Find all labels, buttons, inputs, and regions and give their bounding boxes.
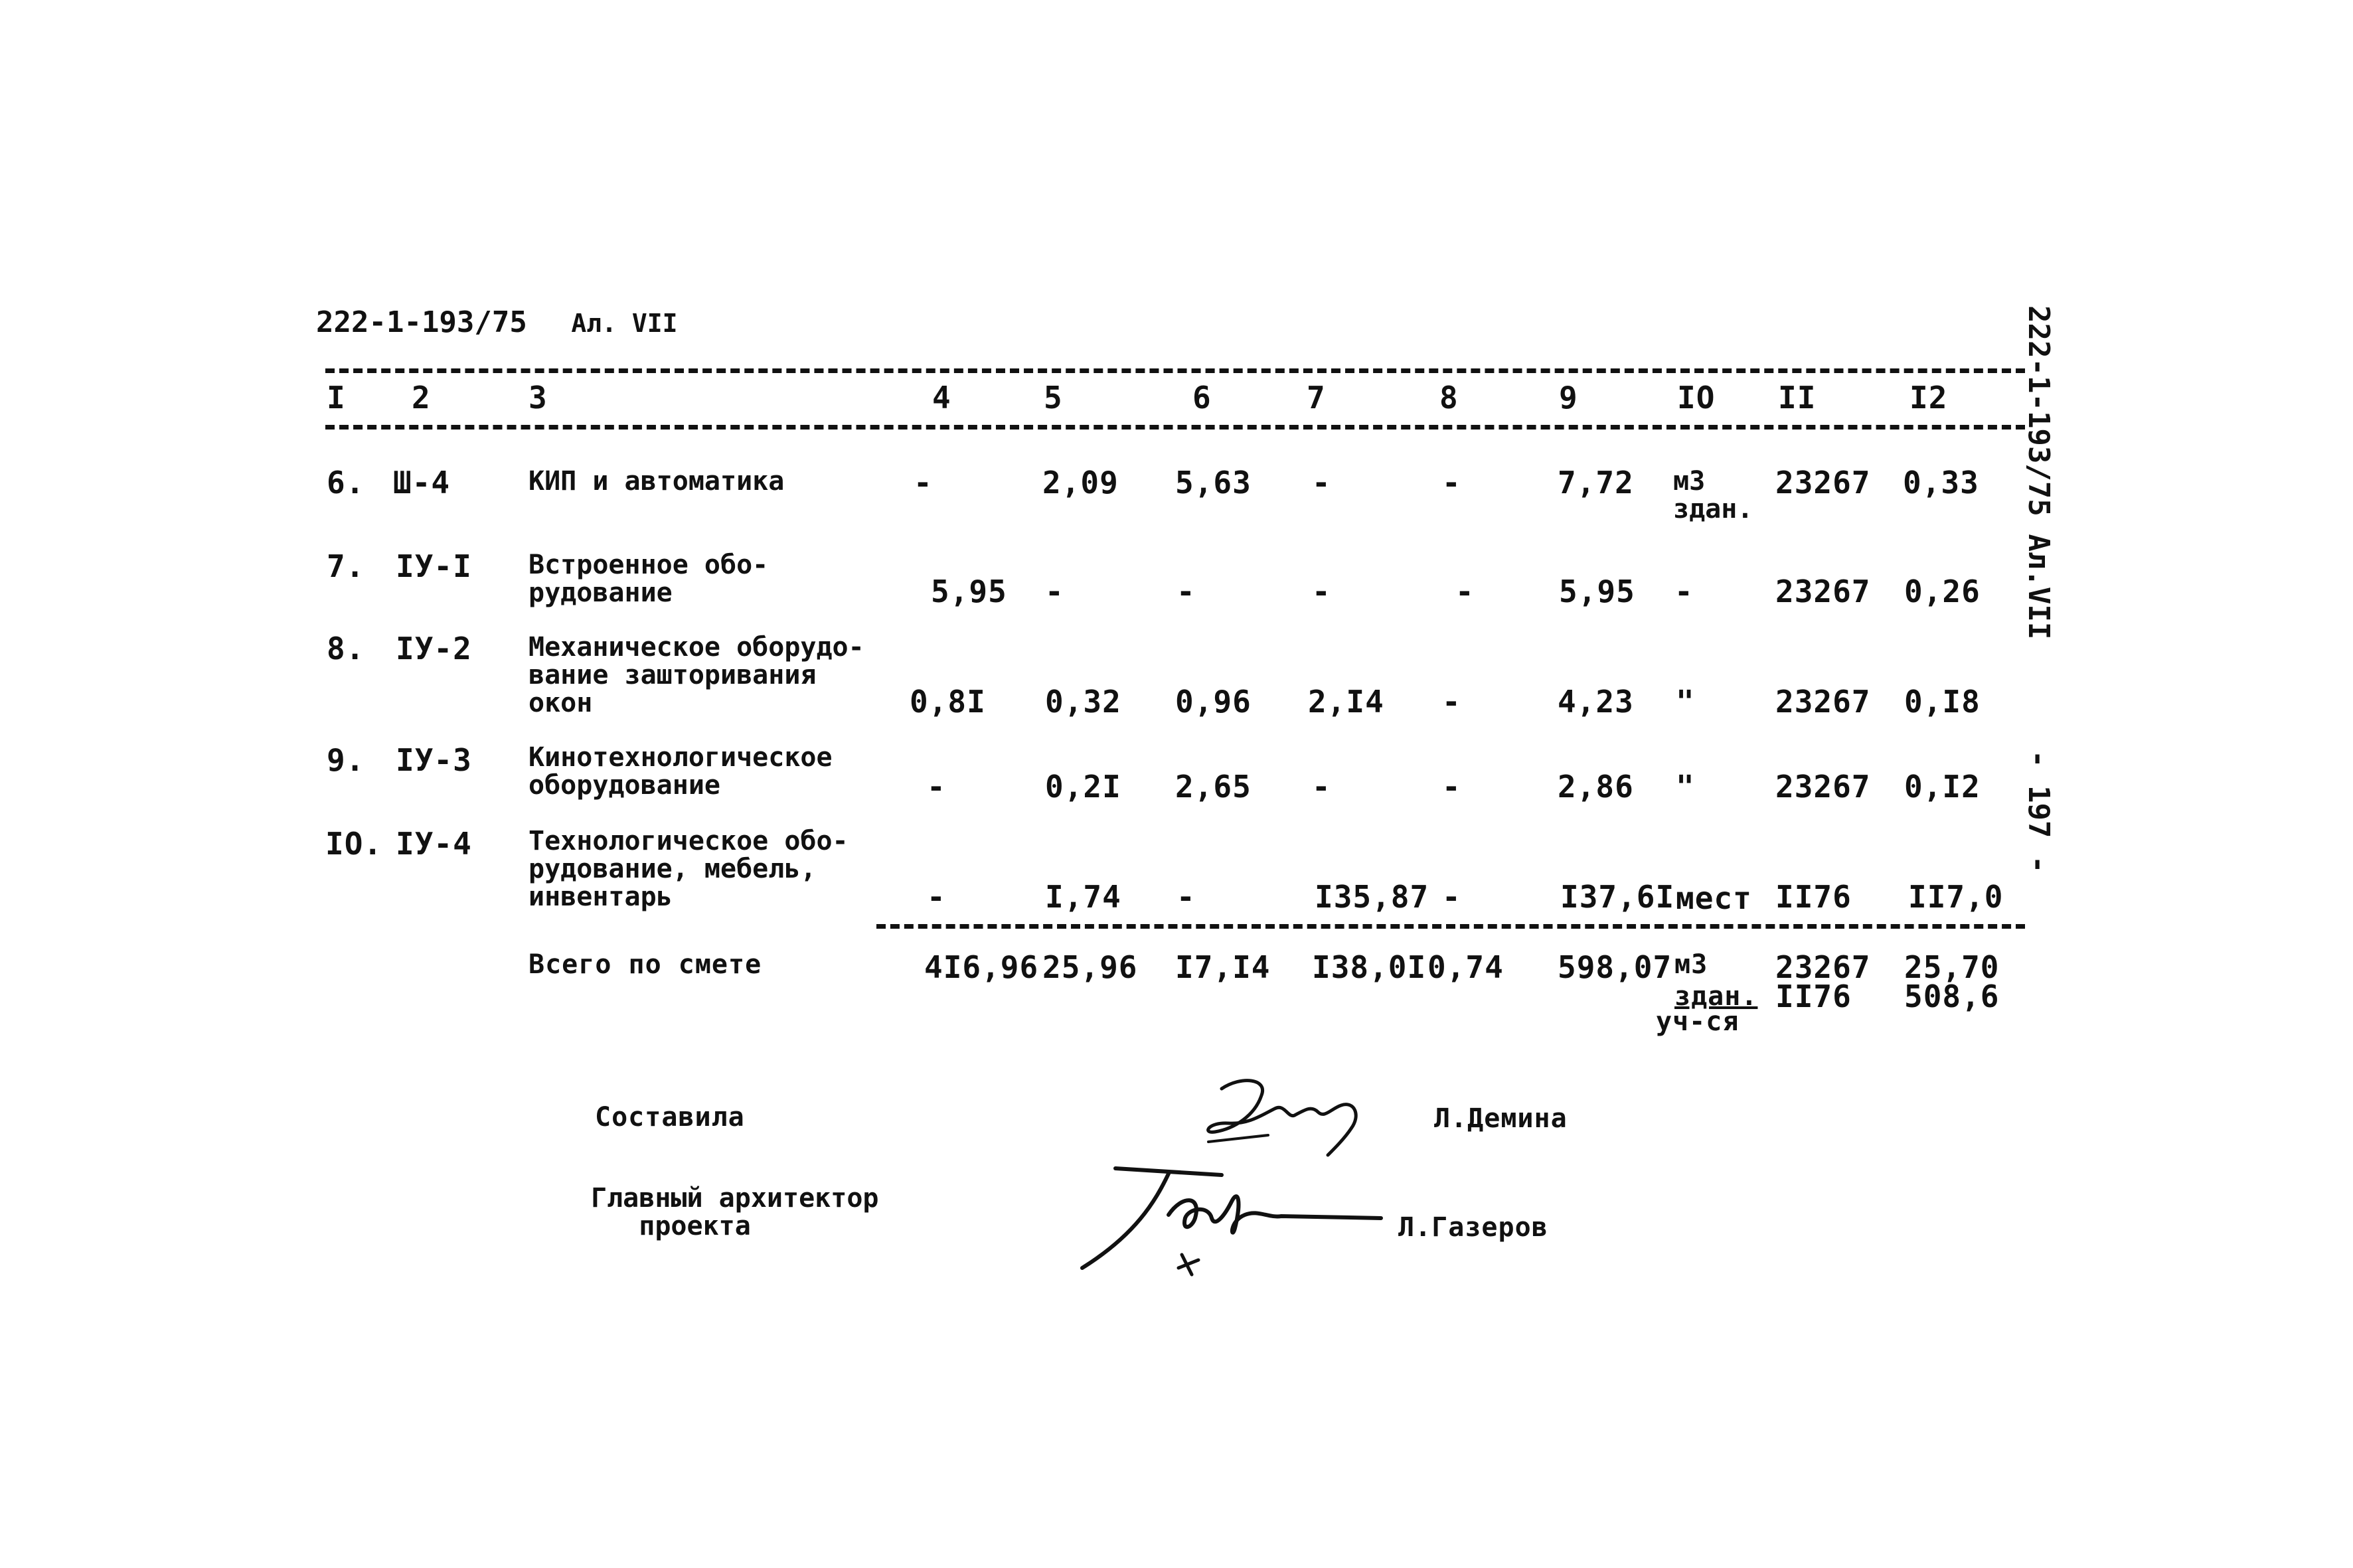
cell-col5: - [1045,574,1064,609]
cell-col9: 2,86 [1558,769,1634,805]
cell-col5: 0,32 [1045,684,1121,720]
column-header: II [1778,380,1817,416]
document-code-text: 222-1-193/75 [316,305,527,339]
column-header: 2 [412,380,431,416]
cell-col7: - [1312,769,1331,805]
cell-col10: м3 здан. [1673,466,1753,524]
row-number: 6. [327,465,365,501]
cell-col5: 0,2I [1045,769,1121,805]
total-col5: 25,96 [1042,949,1138,985]
signature-gazerov [1069,1155,1388,1281]
cell-col12: 0,I2 [1904,769,1981,805]
column-header: 7 [1307,380,1326,416]
row-code: IУ-3 [396,742,472,778]
total-label: Всего по смете [528,949,762,980]
cell-col8: - [1442,879,1461,915]
cell-col11: II76 [1775,879,1852,915]
column-header: 8 [1439,380,1459,416]
row-number: IO. [325,826,383,862]
row-name: КИП и автоматика [528,466,785,497]
row-name: Кинотехнологическое оборудование [528,742,833,801]
column-header: I2 [1909,380,1948,416]
cell-col8: - [1442,465,1461,501]
column-header: 4 [932,380,951,416]
cell-col10: - [1674,574,1694,609]
page-number [2022,750,2056,873]
row-code: IУ-2 [396,631,472,666]
cell-col5: I,74 [1045,879,1121,915]
row-name: Технологическое обо- рудование, мебель, инвентарь [528,826,849,912]
column-header: I [327,380,346,416]
cell-col11: 23267 [1775,465,1871,501]
document-code [316,305,678,339]
cell-col6: - [1176,879,1196,915]
page-number-text: - 197 - [2022,750,2056,874]
total-col10-students: уч-ся [1656,1006,1740,1037]
row-number: 9. [327,742,365,778]
cell-col12: 0,33 [1903,465,1979,501]
cell-col6: - [1176,574,1196,609]
cell-col10: " [1676,684,1695,720]
total-col9: 598,07 [1558,949,1672,985]
cell-col12: 0,26 [1904,574,1981,609]
cell-col7: 2,I4 [1308,684,1384,720]
cell-col4: 0,8I [910,684,986,720]
total-col12-a: 25,70 [1904,949,2000,985]
cell-col9: 5,95 [1559,574,1635,609]
header-top-rule [325,368,2025,373]
row-code: IУ-4 [396,826,472,862]
total-col6: I7,I4 [1175,949,1271,985]
album-text: Ал. VII [571,309,678,338]
chief-architect-name: Л.Газеров [1398,1212,1548,1243]
cell-col7: - [1312,574,1331,609]
side-document-code-text: 222-1-193/75 Ал.VII [2022,305,2056,640]
total-col10-building: здан. [1674,981,1758,1012]
cell-col5: 2,09 [1042,465,1119,501]
row-code: Ш-4 [393,465,451,501]
cell-col11: 23267 [1775,769,1871,805]
cell-col8: - [1442,769,1461,805]
column-header: 6 [1192,380,1212,416]
total-col11-a: 23267 [1775,949,1871,985]
row-name: Механическое оборудо- вание зашторивания окон [528,632,864,718]
chief-architect-label: Главный архитектор проекта [591,1183,879,1241]
total-col8: 0,74 [1427,949,1504,985]
cell-col4: - [914,465,933,501]
cell-col6: 0,96 [1175,684,1252,720]
compiled-by-label: Составила [595,1102,745,1133]
signature-demina [1195,1069,1381,1162]
row-number: 8. [327,631,365,666]
cell-col10: мест [1676,880,1752,916]
cell-col12: II7,0 [1908,879,2004,915]
total-col4: 4I6,96 [924,949,1039,985]
cell-col11: 23267 [1775,684,1871,720]
header-bottom-rule [325,425,2025,430]
cell-col4: - [927,879,946,915]
column-header: IO [1677,380,1716,416]
cell-col8: - [1455,574,1475,609]
cell-col8: - [1442,684,1461,720]
cell-col6: 2,65 [1175,769,1252,805]
row-number: 7. [327,548,365,584]
cell-col10: " [1676,769,1695,805]
cell-col4: - [927,769,946,805]
total-col7: I38,0I [1312,949,1427,985]
cell-col7: I35,87 [1315,879,1429,915]
total-col12-b: 508,6 [1904,979,2000,1014]
cell-col6: 5,63 [1175,465,1252,501]
side-document-code [2022,305,2056,639]
total-rule [876,924,2025,929]
column-header: 9 [1559,380,1578,416]
row-name: Встроенное обо- рудование [528,550,769,608]
cell-col7: - [1312,465,1331,501]
cell-col11: 23267 [1775,574,1871,609]
total-col11-b: II76 [1775,979,1852,1014]
cell-col9: I37,6I [1560,879,1675,915]
cell-col9: 7,72 [1558,465,1634,501]
column-header: 3 [528,380,548,416]
row-code: IУ-I [396,548,472,584]
cell-col12: 0,I8 [1904,684,1981,720]
cell-col9: 4,23 [1558,684,1634,720]
compiled-by-name: Л.Демина [1434,1103,1568,1134]
total-col10-unit: м3 [1674,949,1708,980]
cell-col4: 5,95 [931,574,1007,609]
column-header: 5 [1044,380,1063,416]
